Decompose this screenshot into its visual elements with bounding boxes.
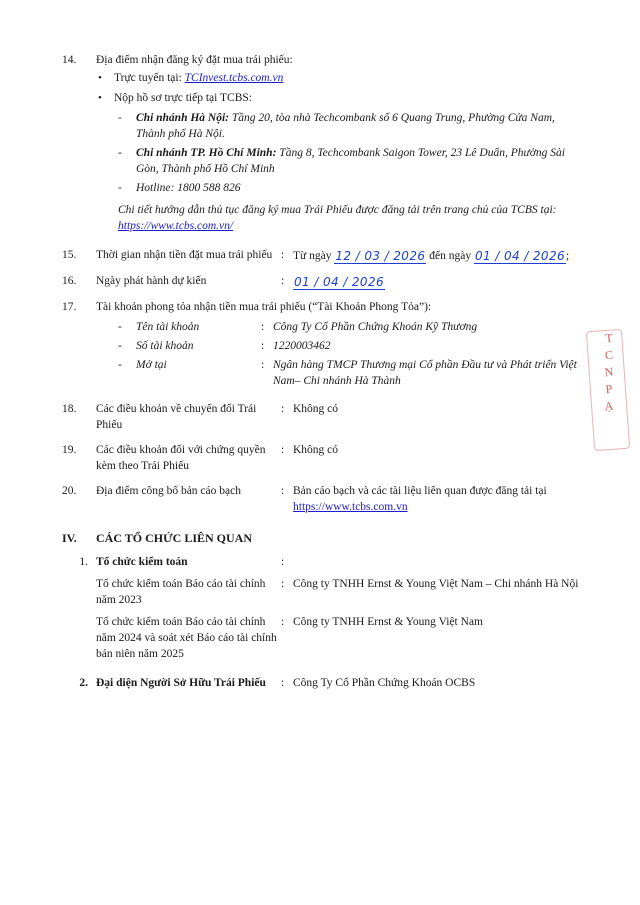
dash-icon: - [118, 321, 122, 333]
clause-15-colon: : [281, 249, 285, 261]
section-iv-entry-2 [62, 675, 582, 691]
branch-hcm-label: Chi nhánh TP. Hồ Chí Minh: [136, 147, 277, 159]
purchase-from-date[interactable]: 12 / 03 / 2026 [335, 249, 426, 263]
clause-16-number: 16. [62, 275, 77, 287]
hotline-text: Hotline: 1800 588 826 [136, 182, 241, 194]
list-item [96, 70, 582, 86]
purchase-to-date[interactable]: 01 / 04 / 2026 [475, 249, 566, 263]
clause-14-note: Chi tiết hướng dẫn thủ tục đăng ký mua Trái Phiếu được đăng tải trên trang chủ của TCBS tại: [118, 204, 557, 216]
audit-row-2024 [96, 614, 582, 662]
branch-hanoi-label: Chi nhánh Hà Nội: [136, 112, 229, 124]
section-iv [62, 531, 582, 546]
clause-19-number: 19. [62, 444, 77, 456]
entry-2-number: 2. [79, 677, 88, 689]
audit-2024-colon: : [281, 616, 285, 628]
audit-heading-colon: : [281, 556, 285, 568]
branch-hcm-address: Tầng 8, Techcombank Saigon Tower, 23 Lê Duẩn, Phường Sài Gòn, Thành phố Hồ Chí Minh [136, 147, 565, 175]
account-name-value: Công Ty Cổ Phần Chứng Khoán Kỹ Thương [273, 321, 478, 333]
audit-2023-value: Công ty TNHH Ernst & Young Việt Nam – Chi nhánh Hà Nội [293, 578, 579, 590]
clause-14 [62, 52, 582, 234]
bondholder-rep-heading: Đại diện Người Sở Hữu Trái Phiếu [96, 677, 266, 689]
bondholder-rep-value: Công Ty Cổ Phần Chứng Khoán OCBS [293, 677, 476, 689]
account-name-label: Tên tài khoản [136, 321, 200, 333]
bullet-1-label: Trực tuyến tại: [114, 72, 185, 84]
clause-19-value: Không có [293, 444, 339, 456]
issue-date[interactable]: 01 / 04 / 2026 [294, 275, 385, 289]
document-content [62, 52, 582, 694]
account-number-value: 1220003462 [273, 340, 331, 352]
clause-20-label: Địa điểm công bố bản cáo bạch [96, 485, 241, 497]
audit-2023-label: Tổ chức kiểm toán Báo cáo tài chính năm 2023 [96, 578, 266, 606]
list-item [96, 90, 582, 106]
clause-18 [62, 401, 582, 433]
clause-17-title: Tài khoản phong tỏa nhận tiền mua trái phiếu (“Tài Khoản Phong Tỏa”): [96, 301, 432, 313]
list-item [118, 145, 582, 177]
clause-17 [62, 299, 582, 392]
dash-icon: - [118, 340, 122, 352]
seal-char-2: C [604, 347, 614, 363]
clause-20-value: Bản cáo bạch và các tài liệu liên quan được đăng tải tại [293, 485, 547, 497]
section-iv-entry-1 [62, 554, 582, 662]
clause-15-label: Thời gian nhận tiền đặt mua trái phiếu [96, 249, 273, 261]
bullet-icon: • [98, 92, 102, 104]
clause-20 [62, 483, 582, 515]
clause-17-number: 17. [62, 301, 77, 313]
clause-14-number: 14. [62, 54, 77, 66]
tcinvest-link[interactable]: TCInvest.tcbs.com.vn [184, 72, 284, 84]
bullet-2-label: Nộp hồ sơ trực tiếp tại TCBS: [114, 92, 252, 104]
prospectus-link[interactable]: https://www.tcbs.com.vn [293, 501, 408, 513]
clause-15 [62, 247, 582, 264]
entry-1-number: 1. [79, 556, 88, 568]
account-bank-value: Ngân hàng TMCP Thương mại Cổ phần Đầu tư và Phát triển Việt Nam– Chi nhánh Hà Thành [273, 359, 577, 387]
clause-17-account-details [118, 319, 582, 389]
list-item [118, 110, 582, 142]
dash-icon: - [118, 147, 122, 159]
account-number-colon: : [261, 340, 265, 352]
audit-heading: Tổ chức kiểm toán [96, 556, 188, 568]
account-number-label: Số tài khoản [136, 340, 194, 352]
clause-18-number: 18. [62, 403, 77, 415]
dash-icon: - [118, 182, 122, 194]
account-bank-colon: : [261, 359, 265, 371]
list-item [118, 338, 582, 354]
clause-14-bullets [96, 70, 582, 106]
account-bank-label: Mở tại [136, 359, 167, 371]
dash-icon: - [118, 359, 122, 371]
clause-18-colon: : [281, 403, 285, 415]
seal-char-5: Ạ [603, 398, 614, 414]
audit-row-2023 [96, 576, 582, 608]
clause-15-suffix: ; [566, 250, 570, 262]
bondholder-rep-colon: : [281, 677, 285, 689]
seal-char-1: T [604, 330, 614, 346]
audit-2024-value: Công ty TNHH Ernst & Young Việt Nam [293, 616, 483, 628]
section-iv-title: CÁC TỔ CHỨC LIÊN QUAN [96, 531, 253, 545]
dash-icon: - [118, 112, 122, 124]
list-item [118, 357, 582, 389]
bullet-icon: • [98, 72, 102, 84]
clause-14-title: Địa điểm nhận đăng ký đặt mua trái phiếu: [96, 54, 293, 66]
clause-18-value: Không có [293, 403, 339, 415]
clause-20-colon: : [281, 485, 285, 497]
clause-15-mid: đến ngày [429, 250, 472, 262]
branch-hanoi-address: Tầng 20, tòa nhà Techcombank số 6 Quang Trung, Phường Cửa Nam, Thành phố Hà Nội. [136, 112, 555, 140]
seal-char-3: N [603, 364, 614, 380]
clause-16-colon: : [281, 275, 285, 287]
clause-16-label: Ngày phát hành dự kiến [96, 275, 207, 287]
clause-15-prefix: Từ ngày [293, 250, 332, 262]
clause-16 [62, 273, 582, 290]
clause-15-number: 15. [62, 249, 77, 261]
tcbs-homepage-link[interactable]: https://www.tcbs.com.vn/ [118, 220, 234, 232]
audit-2024-label: Tổ chức kiểm toán Báo cáo tài chính năm 2024 và soát xét Báo cáo tài chính bán niên năm 2025 [96, 616, 277, 660]
list-item [118, 180, 582, 196]
seal-char-4: P [604, 381, 614, 397]
list-item [118, 319, 582, 335]
clause-19 [62, 442, 582, 474]
red-seal-stamp [586, 330, 632, 450]
section-iv-numeral: IV. [62, 531, 77, 545]
clause-19-label: Các điều khoản đối với chứng quyền kèm theo Trái Phiếu [96, 444, 266, 472]
clause-14-branches [118, 110, 582, 234]
clause-18-label: Các điều khoản về chuyển đổi Trái Phiếu [96, 403, 257, 431]
account-name-colon: : [261, 321, 265, 333]
clause-20-number: 20. [62, 485, 77, 497]
audit-2023-colon: : [281, 578, 285, 590]
clause-19-colon: : [281, 444, 285, 456]
